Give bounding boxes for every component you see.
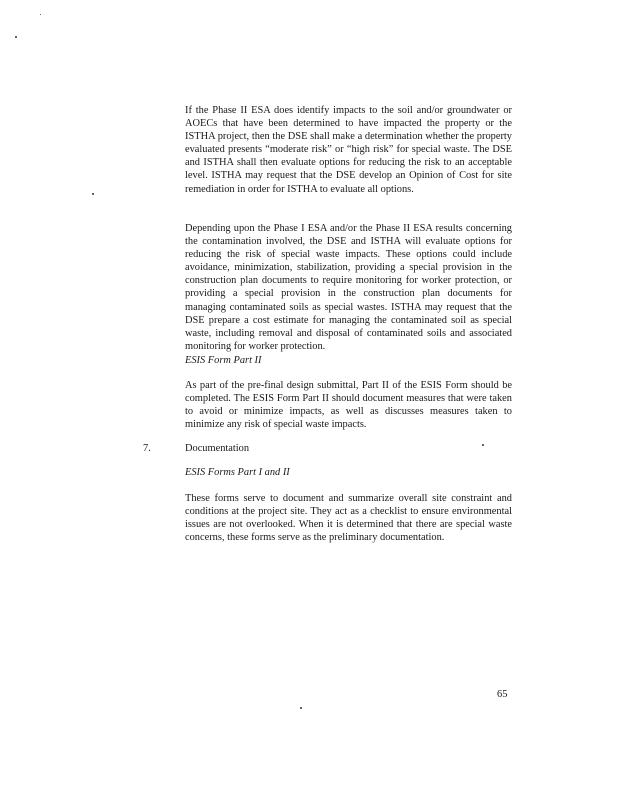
scan-speck — [92, 193, 94, 195]
scan-speck — [40, 14, 41, 15]
paragraph-risk-options: Depending upon the Phase I ESA and/or the Phase II ESA results concerning the contamination involved, the DSE and ISTHA will evaluate options for reducing the risk of special waste impacts. These options could include avoidance, minimization, stabilization, providing a special provision in the construction plan documents to require monitoring for worker protection, or providing a special provision in the construction plan documents for managing contaminated soils as special wastes. ISTHA may request that the DSE prepare a cost estimate for managing the contaminated soil as special waste, including removal and disposal of contaminated soils and associated monitoring for worker protection. — [185, 223, 512, 352]
scan-speck — [482, 444, 484, 446]
scan-speck — [15, 36, 17, 38]
paragraph-phase-ii-esa: If the Phase II ESA does identify impacts to the soil and/or groundwater or AOECs that have been determined to have impacted the property or the ISTHA project, then the DSE shall make a determination whether the property evaluated presents “moderate risk” or “high risk” for special waste. The DSE and ISTHA shall then evaluate options for reducing the risk to an acceptable level. ISTHA may request that the DSE develop an Opinion of Cost for site remediation in order for ISTHA to evaluate all options. — [185, 105, 512, 195]
section-title-documentation: Documentation — [185, 443, 250, 454]
page-number: 65 — [497, 689, 508, 700]
scan-speck — [300, 707, 302, 709]
subheading-esis-form-part-ii: ESIS Form Part II — [185, 355, 262, 366]
section-number: 7. — [143, 443, 151, 454]
paragraph-pre-final-design: As part of the pre-final design submittal, Part II of the ESIS Form should be completed. The ESIS Form Part II should document measures that were taken to avoid or minimize impacts, as well as discusses measures taken to minimize any risk of special waste impacts. — [185, 380, 512, 431]
paragraph-forms-purpose: These forms serve to document and summarize overall site constraint and conditions at the project site. They act as a checklist to ensure environmental issues are not overlooked. When it is determined that there are special waste concerns, these forms serve as the preliminary documentation. — [185, 493, 512, 544]
subheading-esis-forms-part-i-ii: ESIS Forms Part I and II — [185, 467, 290, 478]
